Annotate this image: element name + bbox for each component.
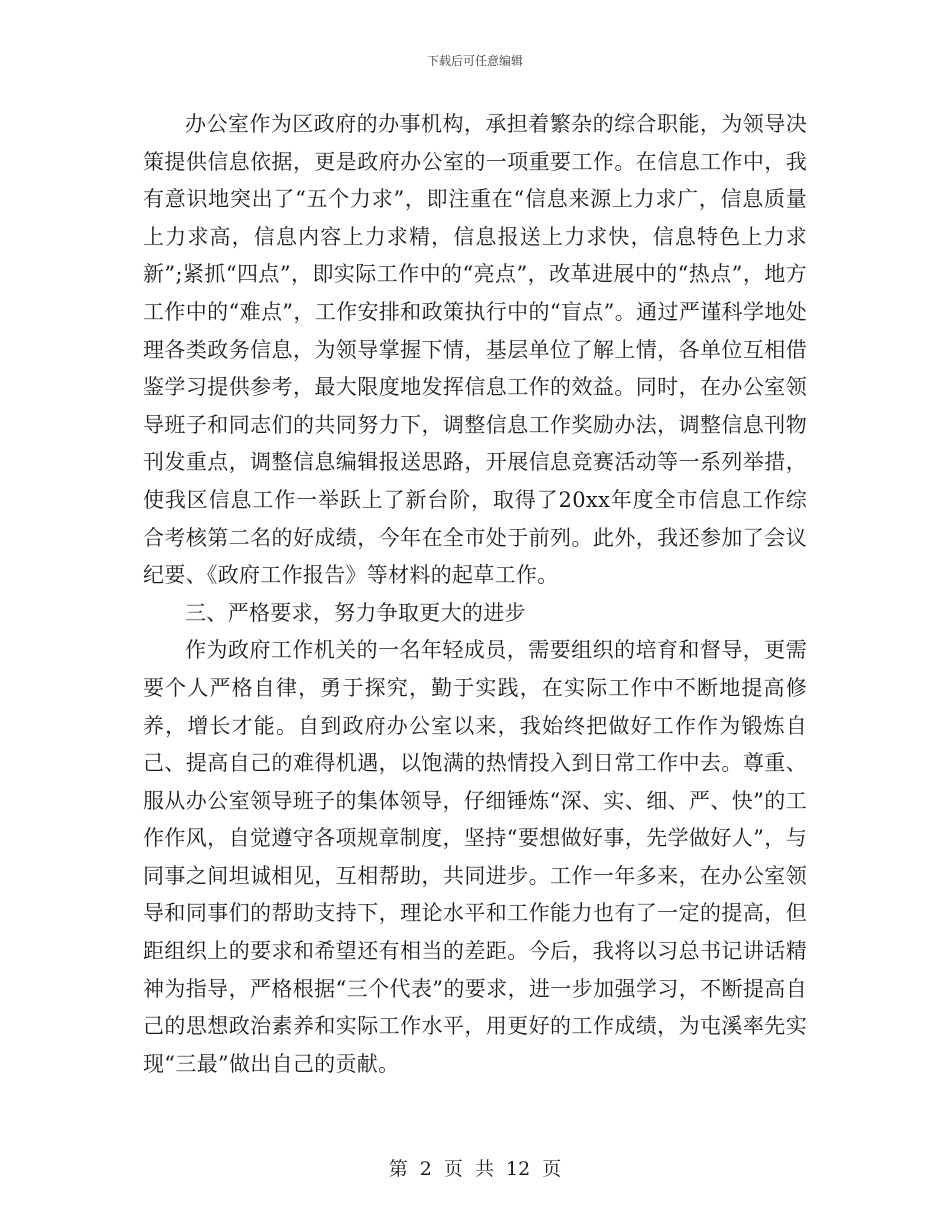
document-body bbox=[143, 106, 807, 1083]
page-number-footer: 第 2 页 共 12 页 bbox=[388, 1158, 562, 1180]
page-header: 下载后可任意编辑 bbox=[426, 54, 523, 68]
section-heading: 三、严格要求，努力争取更大的进步 bbox=[185, 600, 526, 625]
body-paragraph: 办公室作为区政府的办事机构，承担着繁杂的综合职能，为领导决策提供信息依据，更是政府办公室的一项重要工作。在信息工作中，我有意识地突出了“五个力求”，即注重在“信息来源上力求广，信息质量上力求高，信息内容上力求精，信息报送上力求快，信息特色上力求新”;紧抓“四点”，即实际工作中的“亮点”，改革进展中的“热点”，地方工作中的“难点”，工作安排和政策执行中的“盲点”。通过严谨科学地处理各类政务信息，为领导掌握下情，基层单位了解上情，各单位互相借鉴学习提供参考，最大限度地发挥信息工作的效益。同时，在办公室领导班子和同志们的共同努力下，调整信息工作奖励办法，调整信息刊物刊发重点，调整信息编辑报送思路，开展信息竞赛活动等一系列举措，使我区信息工作一举跃上了新台阶，取得了20xx年度全市信息工作综合考核第二名的好成绩，今年在全市处于前列。此外，我还参加了会议纪要、《政府工作报告》等材料的起草工作。 bbox=[143, 112, 807, 588]
body-paragraph: 作为政府工作机关的一名年轻成员，需要组织的培育和督导，更需要个人严格自律，勇于探究，勤于实践，在实际工作中不断地提高修养，增长才能。自到政府办公室以来，我始终把做好工作作为锻炼自己、提高自己的难得机遇，以饱满的热情投入到日常工作中去。尊重、服从办公室领导班子的集体领导，仔细锤炼“深、实、细、严、快”的工作作风，自觉遵守各项规章制度，坚持“要想做好事，先学做好人”，与同事之间坦诚相见，互相帮助，共同进步。工作一年多来，在办公室领导和同事们的帮助支持下，理论水平和工作能力也有了一定的提高，但距组织上的要求和希望还有相当的差距。今后，我将以习总书记讲话精神为指导，严格根据“三个代表”的要求，进一步加强学习，不断提高自己的思想政治素养和实际工作水平，用更好的工作成绩，为屯溪率先实现“三最”做出自己的贡献。 bbox=[143, 638, 807, 1076]
